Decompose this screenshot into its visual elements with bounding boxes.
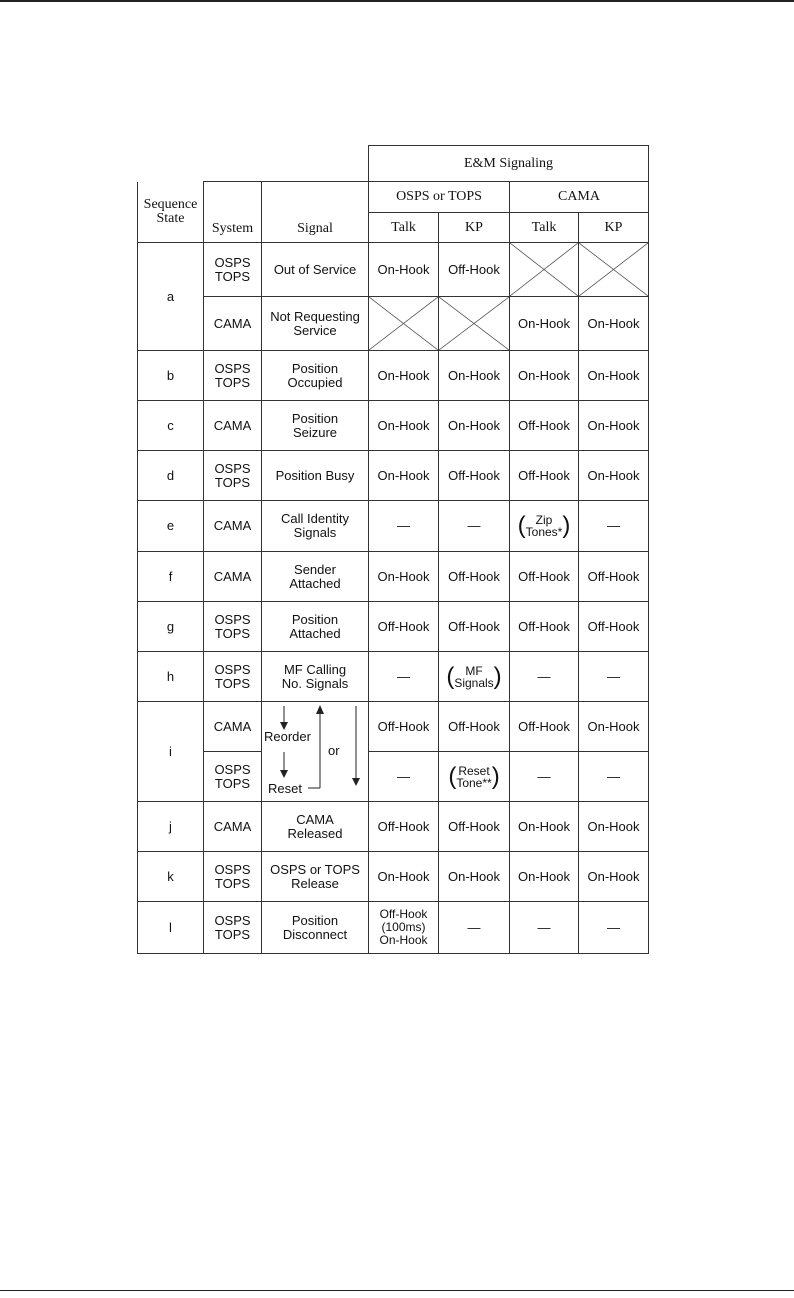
- seq-i: i: [138, 702, 204, 802]
- table-row: [138, 297, 649, 351]
- signal-cell: Position Busy: [262, 451, 369, 501]
- cama-talk-cell: Off-Hook: [510, 552, 579, 602]
- cama-kp-cell: Off-Hook: [579, 552, 649, 602]
- osps-kp-cell: On-Hook: [439, 852, 510, 902]
- seq-k: k: [138, 852, 204, 902]
- system-cell: OSPS TOPS: [204, 451, 262, 501]
- signal-cell: MF Calling No. Signals: [262, 652, 369, 702]
- table-row: [138, 752, 649, 802]
- signal-cell: Sender Attached: [262, 552, 369, 602]
- cama-talk-cell: On-Hook: [510, 852, 579, 902]
- osps-kp-cell: Off-Hook: [439, 802, 510, 852]
- em-signaling-header: E&M Signaling: [369, 146, 649, 182]
- cama-talk-cell: On-Hook: [510, 297, 579, 351]
- cama-talk-cell: On-Hook: [510, 351, 579, 401]
- seq-f: f: [138, 552, 204, 602]
- col-signal: Signal: [262, 182, 369, 243]
- osps-kp-cell: Off-Hook: [439, 702, 510, 752]
- osps-talk-cell: —: [369, 652, 439, 702]
- signal-cell: Out of Service: [262, 243, 369, 297]
- table-row: [138, 602, 649, 652]
- cama-header: CAMA: [510, 182, 649, 213]
- osps-kp-cell: Off-Hook: [439, 451, 510, 501]
- system-cell: OSPS TOPS: [204, 351, 262, 401]
- not-applicable-cell: [369, 297, 439, 351]
- cama-talk-cell: Off-Hook: [510, 702, 579, 752]
- not-applicable-cell: [579, 243, 649, 297]
- table-row: [138, 902, 649, 954]
- em-signaling-table: [137, 145, 649, 954]
- cama-kp-cell: On-Hook: [579, 351, 649, 401]
- system-cell: CAMA: [204, 501, 262, 552]
- signal-cell: OSPS or TOPS Release: [262, 852, 369, 902]
- osps-talk-cell: On-Hook: [369, 451, 439, 501]
- system-cell: OSPS TOPS: [204, 902, 262, 954]
- signal-cell: Call Identity Signals: [262, 501, 369, 552]
- osps-talk-cell: On-Hook: [369, 401, 439, 451]
- signal-cell: Position Seizure: [262, 401, 369, 451]
- osps-talk-cell: On-Hook: [369, 351, 439, 401]
- system-cell: CAMA: [204, 297, 262, 351]
- cama-talk-cell: —: [510, 902, 579, 954]
- table-row: [138, 852, 649, 902]
- cama-kp-cell: On-Hook: [579, 297, 649, 351]
- reset-label: Reset: [268, 781, 302, 796]
- osps-talk-cell: —: [369, 752, 439, 802]
- col-system: System: [204, 182, 262, 243]
- cama-kp-cell: Off-Hook: [579, 602, 649, 652]
- system-cell: CAMA: [204, 702, 262, 752]
- cama-kp-cell: On-Hook: [579, 802, 649, 852]
- osps-talk-cell: Off-Hook: [369, 602, 439, 652]
- system-cell: OSPS TOPS: [204, 602, 262, 652]
- not-applicable-cell: [510, 243, 579, 297]
- reorder-reset-diagram: [262, 702, 369, 802]
- table-row: [138, 243, 649, 297]
- system-cell: CAMA: [204, 802, 262, 852]
- table-row: [138, 552, 649, 602]
- osps-kp-header: KP: [439, 213, 510, 243]
- table-row: [138, 652, 649, 702]
- osps-talk-cell: —: [369, 501, 439, 552]
- seq-l: l: [138, 902, 204, 954]
- seq-j: j: [138, 802, 204, 852]
- osps-kp-cell: On-Hook: [439, 351, 510, 401]
- osps-kp-cell: —: [439, 501, 510, 552]
- system-cell: OSPS TOPS: [204, 652, 262, 702]
- table-row: [138, 702, 649, 752]
- osps-kp-cell: ( Reset Tone** ): [439, 752, 510, 802]
- cama-talk-cell: On-Hook: [510, 802, 579, 852]
- system-cell: CAMA: [204, 401, 262, 451]
- cama-talk-cell: —: [510, 752, 579, 802]
- cama-talk-header: Talk: [510, 213, 579, 243]
- signal-cell: Position Occupied: [262, 351, 369, 401]
- seq-c: c: [138, 401, 204, 451]
- system-cell: OSPS TOPS: [204, 852, 262, 902]
- system-cell: OSPS TOPS: [204, 752, 262, 802]
- seq-e: e: [138, 501, 204, 552]
- table-row: [138, 501, 649, 552]
- cama-talk-cell: Off-Hook: [510, 451, 579, 501]
- or-label: or: [328, 743, 340, 758]
- osps-talk-cell: On-Hook: [369, 243, 439, 297]
- signal-cell: Position Disconnect: [262, 902, 369, 954]
- osps-talk-cell: On-Hook: [369, 852, 439, 902]
- osps-talk-header: Talk: [369, 213, 439, 243]
- osps-kp-cell: On-Hook: [439, 401, 510, 451]
- not-applicable-cell: [439, 297, 510, 351]
- cama-kp-cell: On-Hook: [579, 451, 649, 501]
- cama-talk-cell: —: [510, 652, 579, 702]
- system-cell: OSPS TOPS: [204, 243, 262, 297]
- signal-cell: CAMA Released: [262, 802, 369, 852]
- osps-kp-cell: Off-Hook: [439, 602, 510, 652]
- col-sequence-state: Sequence State: [138, 182, 204, 243]
- cama-kp-cell: On-Hook: [579, 702, 649, 752]
- osps-talk-cell: Off-Hook: [369, 802, 439, 852]
- cama-talk-cell: Off-Hook: [510, 401, 579, 451]
- table-row: [138, 802, 649, 852]
- cama-talk-cell: ( Zip Tones* ): [510, 501, 579, 552]
- osps-talk-cell: Off-Hook: [369, 702, 439, 752]
- cama-kp-cell: —: [579, 902, 649, 954]
- top-rule: [0, 0, 794, 2]
- seq-a: a: [138, 243, 204, 351]
- osps-kp-cell: —: [439, 902, 510, 954]
- seq-b: b: [138, 351, 204, 401]
- table-row: [138, 401, 649, 451]
- cama-kp-cell: On-Hook: [579, 852, 649, 902]
- signal-cell: Position Attached: [262, 602, 369, 652]
- cama-kp-cell: —: [579, 752, 649, 802]
- reorder-label: Reorder: [264, 729, 311, 744]
- table-row: [138, 451, 649, 501]
- cama-kp-cell: —: [579, 501, 649, 552]
- table-row: [138, 351, 649, 401]
- osps-kp-cell: ( MF Signals ): [439, 652, 510, 702]
- system-cell: CAMA: [204, 552, 262, 602]
- cama-kp-cell: On-Hook: [579, 401, 649, 451]
- signal-cell: Not Requesting Service: [262, 297, 369, 351]
- osps-kp-cell: Off-Hook: [439, 243, 510, 297]
- cama-kp-header: KP: [579, 213, 649, 243]
- seq-h: h: [138, 652, 204, 702]
- osps-talk-cell: Off-Hook (100ms) On-Hook: [369, 902, 439, 954]
- osps-tops-header: OSPS or TOPS: [369, 182, 510, 213]
- seq-g: g: [138, 602, 204, 652]
- osps-kp-cell: Off-Hook: [439, 552, 510, 602]
- osps-talk-cell: On-Hook: [369, 552, 439, 602]
- cama-talk-cell: Off-Hook: [510, 602, 579, 652]
- seq-d: d: [138, 451, 204, 501]
- bottom-rule: [0, 1290, 794, 1291]
- cama-kp-cell: —: [579, 652, 649, 702]
